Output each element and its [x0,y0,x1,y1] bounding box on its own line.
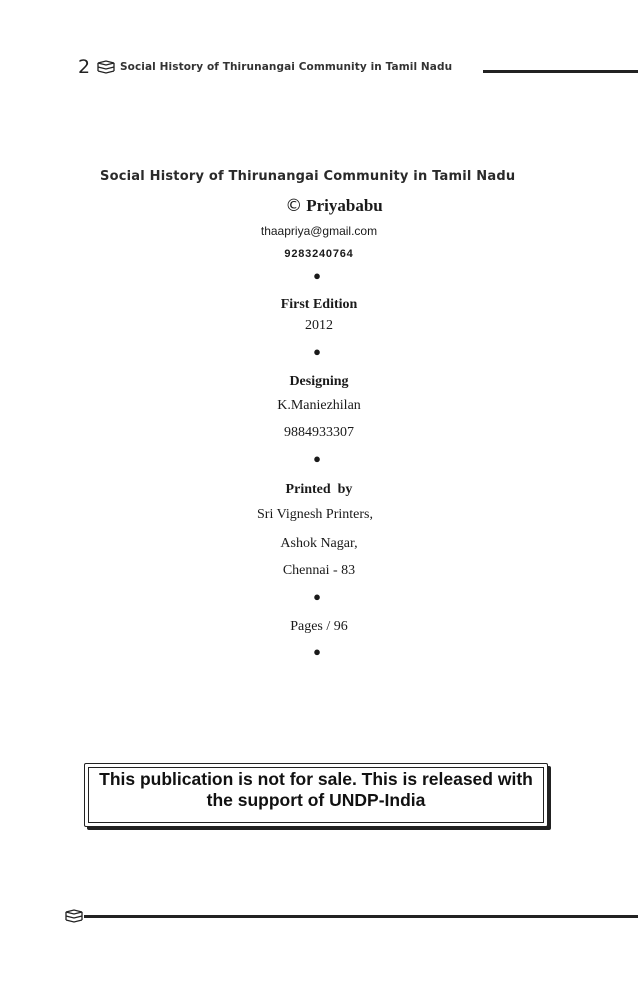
design-label: Designing [289,374,349,389]
author-name: Priyababu [306,196,383,215]
copyright-symbol: © [285,196,303,216]
page-count: Pages / 96 [290,619,348,634]
printer-label: Printed by [285,482,353,497]
printer-address-line2: Chennai - 83 [282,563,356,578]
footer-rule [84,915,638,918]
author-phone: 9283240764 [284,248,354,260]
designer-name: K.Maniezhilan [277,398,361,413]
printer-name: Sri Vignesh Printers, [257,507,373,522]
notice-box [84,763,548,827]
separator-bullet: ● [313,589,321,604]
notice-text [85,769,547,811]
book-title: Social History of Thirunangai Community in Tamil Nadu [100,169,516,184]
separator-bullet: ● [313,344,321,359]
designer-phone: 9884933307 [284,425,354,440]
author-line [15,196,638,216]
running-head: Social History of Thirunangai Community in Tamil Nadu [120,61,453,73]
separator-bullet: ● [313,268,321,283]
notice-line-2: the support of UNDP-India [206,790,426,810]
page-header [78,56,638,82]
separator-bullet: ● [313,644,321,659]
author-email: thaapriya@gmail.com [260,224,378,238]
separator-bullet: ● [313,451,321,466]
edition-label: First Edition [280,297,358,312]
notice-line-1: This publication is not for sale. This is released with [99,769,533,789]
page-number: 2 [78,56,91,78]
book-stack-icon [65,909,83,925]
book-stack-icon [97,60,115,76]
edition-year: 2012 [305,318,333,333]
header-rule [483,70,638,73]
printer-address-line1: Ashok Nagar, [280,536,358,551]
